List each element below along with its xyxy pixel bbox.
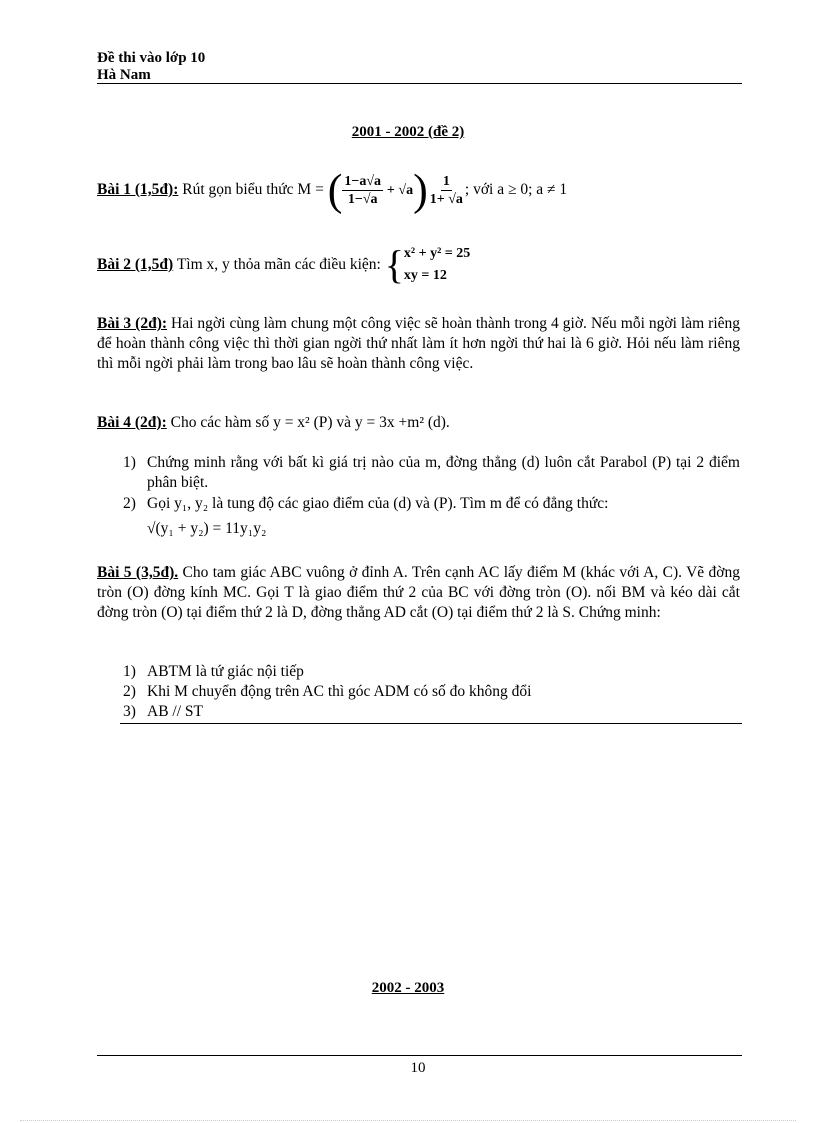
problem-4-item-1 <box>123 453 740 493</box>
equation-1: x² + y² = 25 <box>403 246 471 262</box>
section-title: 2001 - 2002 (đề 2) <box>351 124 465 140</box>
problem-5 <box>97 563 740 623</box>
problem-4-label: Bài 4 (2đ): <box>97 414 167 431</box>
item-text: Chứng minh rằng với bất kì giá trị nào của m, đờng thẳng (d) luôn cắt Parabol (P) tại 2 điểm phân biệt. <box>147 454 740 491</box>
problem-2 <box>97 242 740 288</box>
section-end-divider <box>120 723 742 724</box>
problem-4 <box>97 413 740 433</box>
formula-plus-sqrt: + √a <box>386 183 414 198</box>
problem-1-text: Rút gọn biểu thức M = <box>178 181 328 198</box>
equation-system: {x² + y² = 25 xy = 12 <box>384 242 471 288</box>
page-number: 10 <box>410 1060 426 1076</box>
problem-2-label: Bài 2 (1,5đ) <box>97 256 174 273</box>
next-section-title: 2002 - 2003 <box>371 980 445 996</box>
page-bottom-edge <box>20 1120 796 1121</box>
page-header <box>97 50 205 84</box>
list-item: 1) ABTM là tứ giác nội tiếp <box>123 663 304 680</box>
item-number: 1) <box>123 454 136 471</box>
problem-4-item-2 <box>123 494 740 514</box>
list-item: 2) Khi M chuyển động trên AC thì góc ADM có số đo không đổi <box>123 683 532 700</box>
problem-1-condition: ; với a ≥ 0; a ≠ 1 <box>464 181 568 198</box>
problem-4-formula: √(y₁ + y₂) = 11y₁y₂ <box>147 520 267 537</box>
problem-3-label: Bài 3 (2đ): <box>97 315 168 332</box>
problem-3 <box>97 314 740 374</box>
equation-2: xy = 12 <box>403 268 447 284</box>
problem-5-text: Cho tam giác ABC vuông ở đỉnh A. Trên cạnh AC lấy điểm M (khác với A, C). Vẽ đờng tròn (O) đờng kính MC. Gọi T là giao điểm thứ 2 của BC với đờng tròn (O). nối BM và kéo dài cắt đờng tròn (O) tại điểm thứ 2 là D, đờng thẳng AD cắt (O) tại điểm thứ 2 là S. Chứng minh: <box>97 564 740 621</box>
item-text: Gọi y₁, y₂ là tung độ các giao điểm của (d) và (P). Tìm m để có đẳng thức: <box>147 495 609 512</box>
problem-3-text: Hai ngời cùng làm chung một công việc sẽ hoàn thành trong 4 giờ. Nếu mỗi ngời làm riêng để hoàn thành công việc thì thời gian ngời thứ nhất làm ít hơn ngời thứ hai là 6 giờ. Hỏi nếu làm riêng thì mỗi ngời phải làm trong bao lâu sẽ hoàn thành công việc. <box>97 315 741 372</box>
problem-2-text: Tìm x, y thỏa mãn các điều kiện: <box>173 256 385 273</box>
problem-4-text: Cho các hàm số y = x² (P) và y = 3x +m² (d). <box>166 414 450 431</box>
problem-1: Bài 1 (1,5đ): Rút gọn biểu thức M = ( $\frac{1-a√a}{1-√a}$ + √a) $\frac{1}{1+ √a}$ ; với a ≥ 0; a ≠ 1 <box>97 165 568 215</box>
item-number: 2) <box>123 495 136 512</box>
footer-divider <box>97 1055 742 1056</box>
header-province: Hà Nam <box>97 67 151 83</box>
problem-1-label: Bài 1 (1,5đ): <box>97 181 179 198</box>
header-exam-title: Đề thi vào lớp 10 <box>97 50 206 66</box>
problem-5-label: Bài 5 (3,5đ). <box>97 564 179 581</box>
problem-5-items <box>123 662 740 722</box>
formula-fraction-1: $\frac{1-a√a}{1-√a}$ <box>344 173 382 207</box>
list-item: 3) AB // ST <box>123 703 203 720</box>
formula-fraction-2: $\frac{1}{1+ √a}$ <box>429 173 463 207</box>
header-divider <box>97 83 742 84</box>
